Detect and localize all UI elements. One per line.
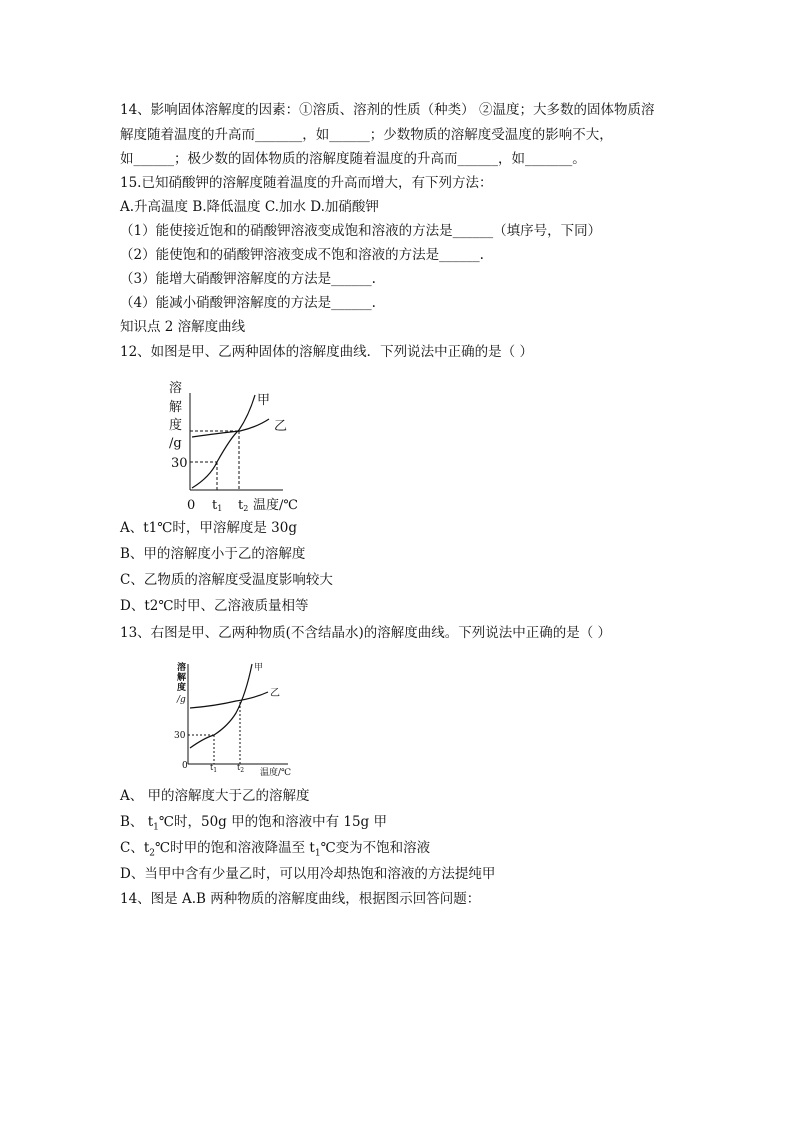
q12-stem: 12、如图是甲、乙两种固体的溶解度曲线．下列说法中正确的是（ ）	[120, 344, 533, 360]
q13-option-b-pre: B、 t	[120, 814, 154, 830]
q13-stem: 13、右图是甲、乙两种物质(不含结晶水)的溶解度曲线。下列说法中正确的是（ ）	[120, 625, 612, 641]
q15-stem: 15.已知硝酸钾的溶解度随着温度的升高而增大，有下列方法：	[120, 175, 493, 191]
q13-curve-yi	[190, 692, 268, 708]
q13-label-yi: 乙	[270, 688, 280, 699]
q12-option-b: B、甲的溶解度小于乙的溶解度	[120, 546, 306, 562]
q12-tick-30: 30	[171, 456, 188, 471]
q12-origin: 0	[187, 498, 196, 513]
q13-option-b-sub: 1	[153, 822, 159, 833]
q12-ylabel-2: 解	[169, 400, 183, 415]
q13-option-b-post: ℃时，50g 甲的饱和溶液中有 15g 甲	[158, 814, 387, 830]
q12-solubility-figure	[165, 375, 305, 515]
q14-line1: 14、影响固体溶解度的因素：①溶质、溶剂的性质（种类） ②温度；大多数的固体物质溶	[120, 102, 655, 118]
q13-option-c-post: ℃变为不饱和溶液	[320, 840, 431, 856]
q12-label-yi: 乙	[274, 419, 288, 434]
q14b-stem: 14、图是 A.B 两种物质的溶解度曲线，根据图示回答问题：	[120, 891, 481, 907]
q13-tick-30: 30	[174, 731, 186, 741]
q13-label-jia: 甲	[254, 663, 264, 673]
q13-ylabel-3: 度	[177, 683, 187, 693]
q13-option-a: A、 甲的溶解度大于乙的溶解度	[120, 788, 310, 804]
q15-sub2: （2）能使饱和的硝酸钾溶液变成不饱和溶液的方法是______.	[120, 247, 484, 263]
q12-ylabel-4: /g	[169, 436, 182, 451]
q15-sub3: （3）能增大硝酸钾溶解度的方法是______.	[120, 271, 376, 287]
q13-option-c	[120, 839, 430, 863]
q13-option-c-mid: ℃时甲的饱和溶液降温至 t	[155, 840, 315, 856]
q13-solubility-figure	[170, 658, 300, 780]
q13-option-c-pre: C、t	[120, 840, 150, 856]
q12-tick-t1: t1	[212, 498, 223, 513]
q12-curve-yi	[192, 419, 269, 437]
q15-options: A.升高温度 B.降低温度 C.加水 D.加硝酸钾	[120, 199, 379, 215]
q13-origin: 0	[182, 761, 188, 771]
q13-xlabel: 温度/℃	[260, 768, 292, 778]
q15-sub4: （4）能减小硝酸钾溶解度的方法是______.	[120, 295, 376, 311]
q12-ylabel-1: 溶	[169, 381, 183, 396]
q12-curve-jia	[192, 395, 255, 488]
q13-option-d: D、当甲中含有少量乙时，可以用冷却热饱和溶液的方法提纯甲	[120, 866, 496, 882]
q14-line3: 如______；极少数的固体物质的溶解度随着温度的升高而______，如_______。	[120, 151, 586, 167]
q12-xlabel: 温度/℃	[253, 498, 298, 513]
q13-ylabel-1: 溶	[177, 663, 187, 673]
q12-option-a: A、t1℃时，甲溶解度是 30g	[120, 520, 297, 536]
q13-option-b	[120, 813, 387, 837]
q13-tick-t2: $t_2$	[237, 763, 245, 774]
q13-ylabel-2: 解	[177, 673, 187, 683]
q13-tick-t1: $t_1$	[210, 763, 218, 774]
q12-ylabel-3: 度	[169, 418, 183, 433]
section-title: 知识点 2 溶解度曲线	[120, 319, 246, 335]
q13-option-c-sub2: 1	[314, 848, 321, 859]
q14-line2: 解度随着温度的升高而_______，如______；少数物质的溶解度受温度的影响不大，	[120, 127, 613, 143]
q12-option-d: D、t2℃时甲、乙溶液质量相等	[120, 598, 309, 614]
q13-curve-jia	[190, 664, 252, 748]
q12-option-c: C、乙物质的溶解度受温度影响较大	[120, 572, 333, 588]
q12-tick-t2: t2	[238, 498, 249, 513]
q12-label-jia: 甲	[257, 393, 271, 408]
q15-sub1: （1）能使接近饱和的硝酸钾溶液变成饱和溶液的方法是______（填序号，下同）	[120, 223, 602, 239]
q13-ylabel-4: /g	[177, 695, 186, 705]
q13-option-c-sub1: 2	[149, 848, 155, 859]
